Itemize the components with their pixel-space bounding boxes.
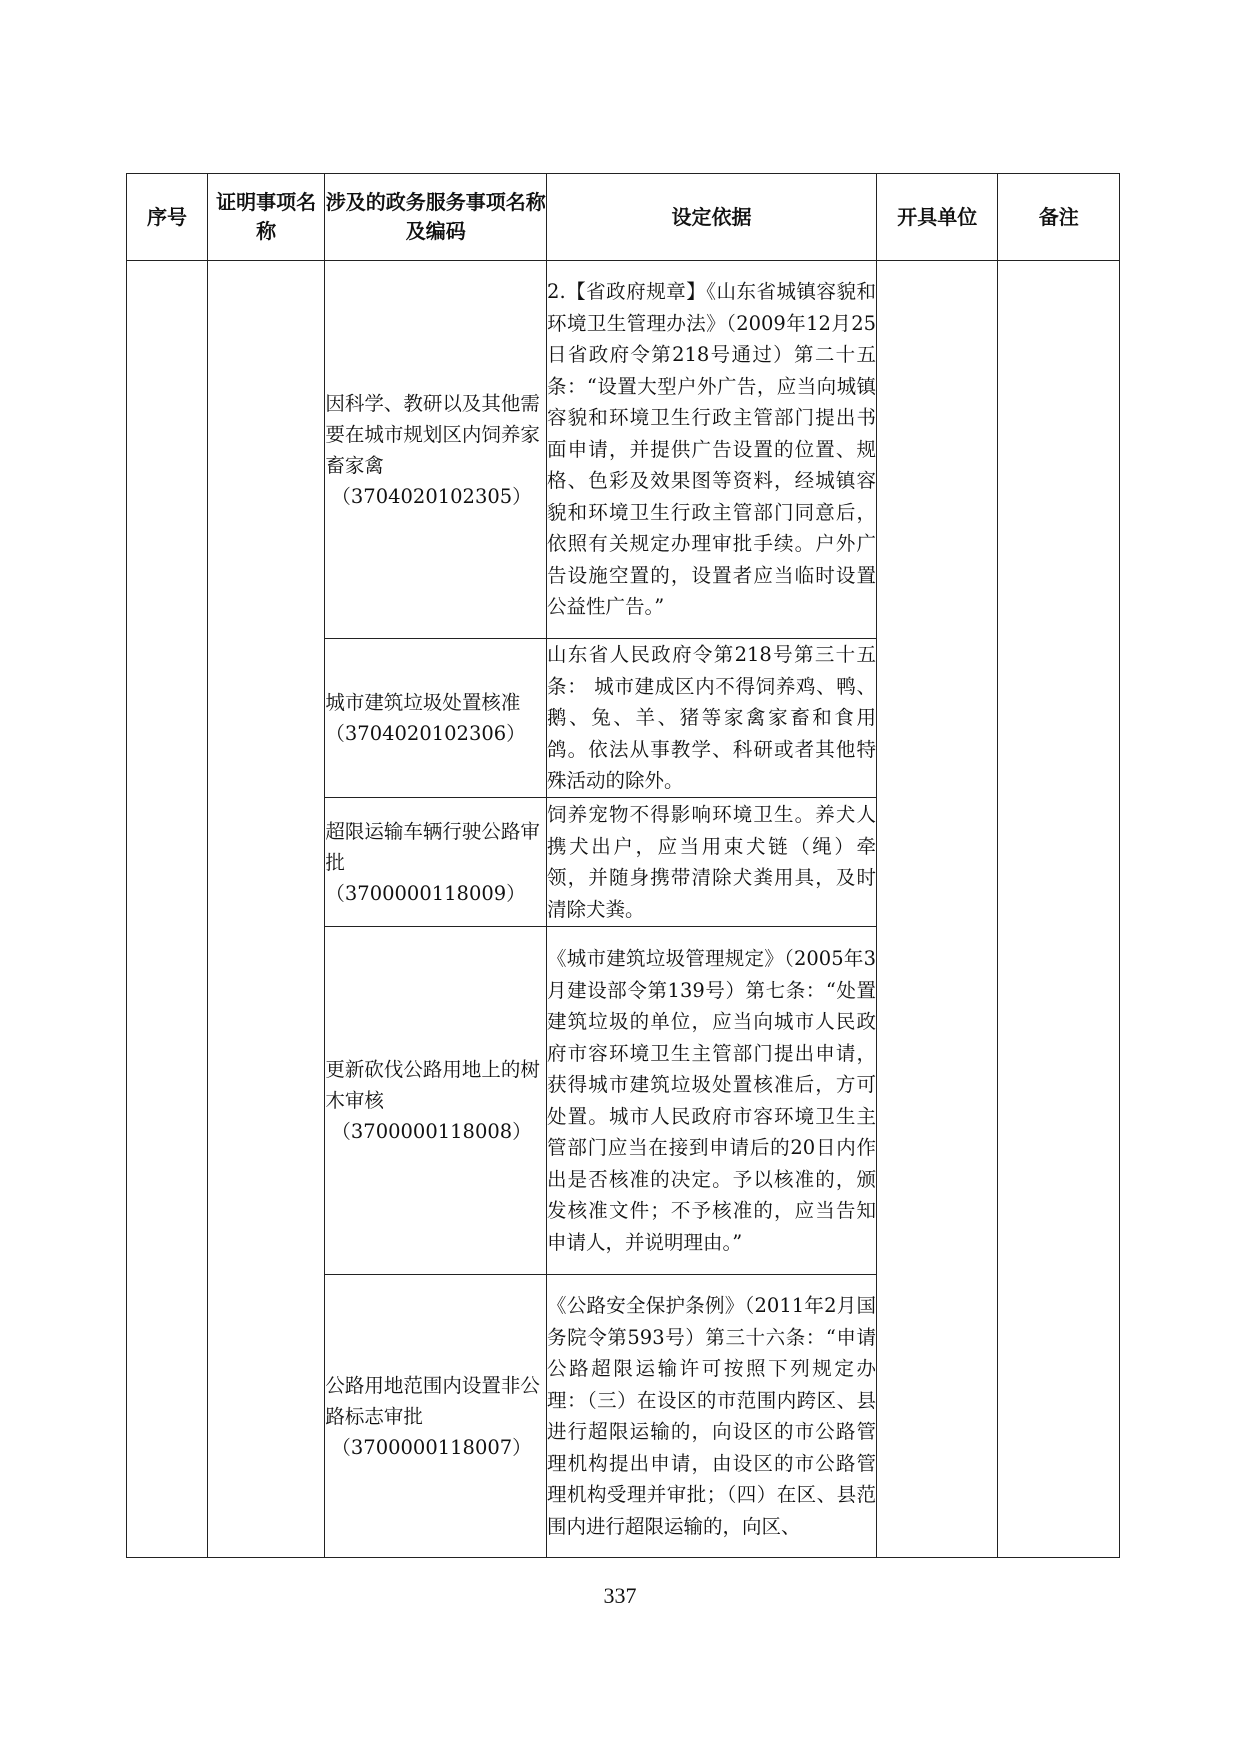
service-item-name: 因科学、教研以及其他需要在城市规划区内饲养家畜家禽 bbox=[325, 391, 540, 477]
service-item-code: （3704020102305） bbox=[331, 484, 532, 508]
service-item-name: 城市建筑垃圾处置核准 bbox=[325, 691, 521, 714]
legal-basis-cell: 《城市建筑垃圾管理规定》（2005年3月建设部令第139号）第七条：“处置建筑垃圾的单位，应当向城市人民政府市容环境卫生主管部门提出申请，获得城市建筑垃圾处置核准后，方可处置。城市人民政府市容环境卫生主管部门应当在接到申请后的20日内作出是否核准的决定。予以核准的，颁发核准文件；不予核准的，应当告知申请人，并说明理由。” bbox=[547, 927, 877, 1275]
service-item-code: （3704020102306） bbox=[325, 722, 526, 745]
service-item-name: 超限运输车辆行驶公路审批 bbox=[325, 819, 540, 874]
service-item-name: 更新砍伐公路用地上的树木审核 bbox=[325, 1058, 540, 1112]
serial-number-cell bbox=[127, 261, 208, 1558]
table-header-row bbox=[127, 174, 1120, 261]
legal-basis-cell: 《公路安全保护条例》（2011年2月国务院令第593号）第三十六条：“申请公路超限运输许可按照下列规定办理：（三）在设区的市范围内跨区、县进行超限运输的，向设区的市公路管理机构提出申请，由设区的市公路管理机构受理并审批；（四）在区、县范围内进行超限运输的，向区、 bbox=[547, 1275, 877, 1558]
service-item-cell bbox=[325, 927, 547, 1275]
header-serial-number: 序号 bbox=[127, 174, 208, 261]
header-service-item-name-code: 涉及的政务服务事项名称及编码 bbox=[325, 174, 547, 261]
remarks-cell bbox=[998, 261, 1120, 1558]
page-number: 337 bbox=[603, 1583, 637, 1608]
table-row bbox=[127, 261, 1120, 639]
header-legal-basis: 设定依据 bbox=[547, 174, 877, 261]
legal-basis-cell: 山东省人民政府令第218号第三十五条： 城市建成区内不得饲养鸡、鸭、鹅、兔、羊、猪等家禽家畜和食用鸽。依法从事教学、科研或者其他特殊活动的除外。 bbox=[547, 639, 877, 798]
certification-table bbox=[126, 173, 1120, 1558]
legal-basis-cell: 2.【省政府规章】《山东省城镇容貌和环境卫生管理办法》（2009年12月25日省政府令第218号通过）第二十五条：“设置大型户外广告，应当向城镇容貌和环境卫生行政主管部门提出书面申请，并提供广告设置的位置、规格、色彩及效果图等资料，经城镇容貌和环境卫生行政主管部门同意后，依照有关规定办理审批手续。户外广告设施空置的，设置者应当临时设置公益性广告。” bbox=[547, 261, 877, 639]
service-item-cell bbox=[325, 1275, 547, 1558]
service-item-code: （3700000118009） bbox=[325, 881, 526, 905]
issuing-unit-cell bbox=[877, 261, 998, 1558]
service-item-cell bbox=[325, 798, 547, 927]
header-certificate-item-name: 证明事项名称 bbox=[207, 174, 324, 261]
header-issuing-unit: 开具单位 bbox=[877, 174, 998, 261]
service-item-code: （3700000118007） bbox=[331, 1435, 532, 1459]
legal-basis-cell: 饲养宠物不得影响环境卫生。养犬人携犬出户，应当用束犬链（绳）牵领，并随身携带清除犬粪用具，及时清除犬粪。 bbox=[547, 798, 877, 927]
service-item-cell bbox=[325, 261, 547, 639]
header-remarks: 备注 bbox=[998, 174, 1120, 261]
service-item-cell bbox=[325, 639, 547, 798]
service-item-name: 公路用地范围内设置非公路标志审批 bbox=[325, 1373, 540, 1428]
certificate-item-cell bbox=[207, 261, 324, 1558]
service-item-code: （3700000118008） bbox=[331, 1120, 532, 1143]
